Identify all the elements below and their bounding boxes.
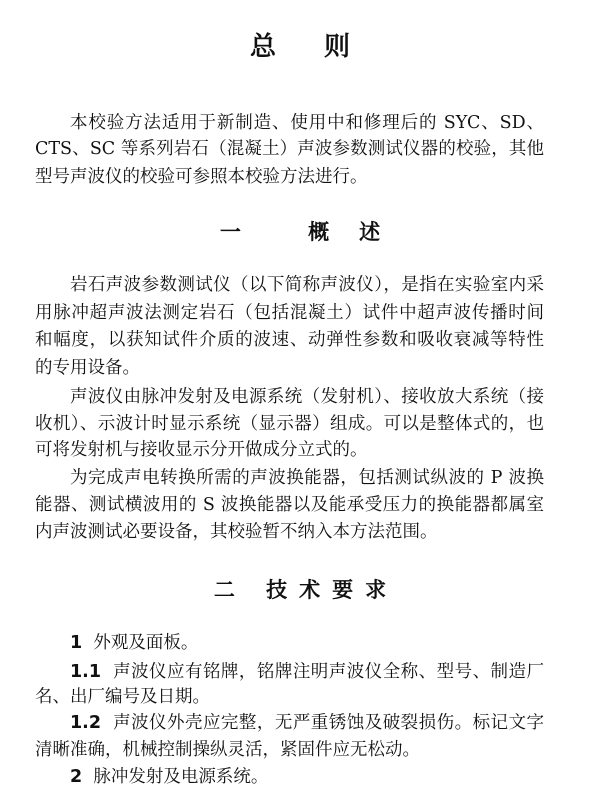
text-line: 岩石声波参数测试仪（以下简称声波仪），是指在实验室内采 xyxy=(70,275,544,295)
item-number: 1.1 xyxy=(70,662,102,682)
item-number: 1 xyxy=(70,633,83,653)
section-heading-overview: 一 概述 xyxy=(219,220,411,244)
item-text: 声波仪外壳应完整，无严重锈蚀及破裂损伤。标记文字 xyxy=(113,713,544,733)
item-text: 声波仪应有铭牌，铭牌注明声波仪全称、型号、制造厂 xyxy=(113,662,544,682)
text-line: 声波仪由脉冲发射及电源系统（发射机）、接收放大系统（接 xyxy=(70,387,544,407)
text-line xyxy=(70,710,544,736)
text-line: CTS、SC 等系列岩石（混凝土）声波参数测试仪器的校验，其他 xyxy=(35,139,544,159)
text-line: 的专用设备。 xyxy=(35,358,140,378)
text-line: 清晰准确，机械控制操纵灵活，紧固件应无松动。 xyxy=(35,740,420,760)
item-text: 脉冲发射及电源系统。 xyxy=(93,767,269,787)
text-line: 和幅度，以获知试件介质的波速、动弹性参数和吸收衰减等特性 xyxy=(35,330,544,350)
item-text: 外观及面板。 xyxy=(93,633,199,653)
text-line: 用脉冲超声波法测定岩石（包括混凝土）试件中超声波传播时间 xyxy=(35,303,544,323)
text-line: 型号声波仪的校验可参照本校验方法进行。 xyxy=(35,167,368,187)
item-number: 1.2 xyxy=(70,713,102,733)
section-heading-technical-requirements: 二 技术要求 xyxy=(213,578,399,602)
text-line: 收机）、示波计时显示系统（显示器）组成。可以是整体式的，也 xyxy=(35,414,544,434)
text-line xyxy=(70,659,544,685)
text-line: 本校验方法适用于新制造、使用中和修理后的 SYC、SD、 xyxy=(70,113,544,133)
text-line: 能器、测试横波用的 S 波换能器以及能承受压力的换能器都属室 xyxy=(35,495,544,515)
text-line: 内声波测试必要设备，其校验暂不纳入本方法范围。 xyxy=(35,522,438,542)
text-line: 为完成声电转换所需的声波换能器，包括测试纵波的 P 波换 xyxy=(70,468,544,488)
page-title: 总则 xyxy=(249,32,398,62)
text-line: 名、出厂编号及日期。 xyxy=(35,687,210,707)
text-line: 可将发射机与接收显示分开做成分立式的。 xyxy=(35,440,368,460)
text-line xyxy=(70,764,544,790)
text-line xyxy=(70,630,544,656)
item-number: 2 xyxy=(70,767,83,787)
